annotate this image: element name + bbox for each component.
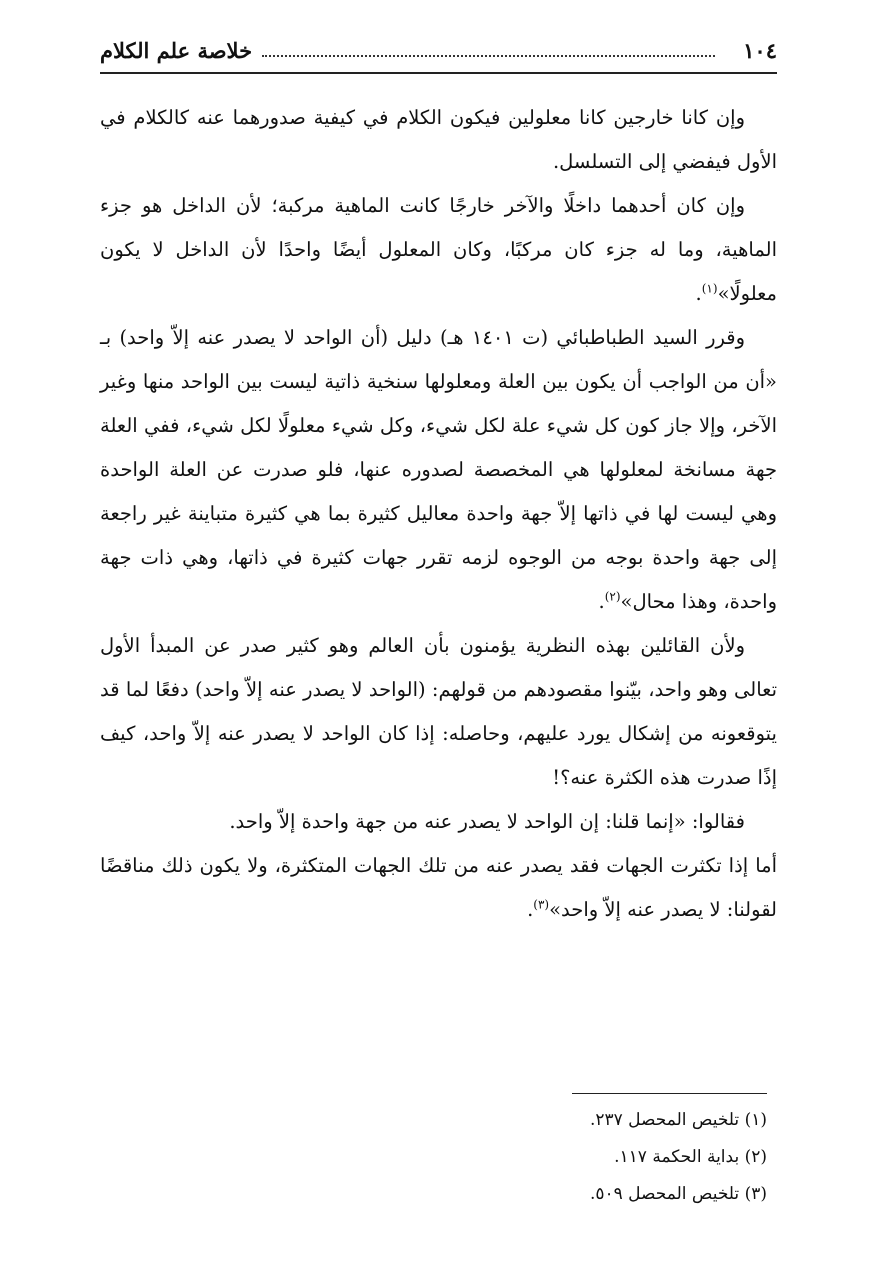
paragraph-text: ولأن القائلين بهذه النظرية يؤمنون بأن العالم وهو كثير صدر عن المبدأ الأول تعالى وهو واحد، بيّنوا مقصودهم من قولهم: (الواحد لا يصدر عنه إلاّ واحد) دفعًا لما قد يتوقعونه من إشكال يورد عليهم، وحاصله: إذا كان الواحد لا يصدر عنه إلاّ واحد، كيف إذًا صدرت هذه الكثرة عنه؟! xyxy=(100,634,777,789)
page-number: ١٠٤ xyxy=(743,37,777,63)
paragraph-text: وقرر السيد الطباطبائي (ت ١٤٠١ هـ) دليل (أن الواحد لا يصدر عنه إلاّ واحد) بـ «أن من الواجب أن يكون بين العلة ومعلولها سنخية ذاتية ليست بين الواحد منها وغير الآخر، وإلا جاز كون كل شيء علة لكل شيء، وكل شيء معلولًا لكل شيء، ففي العلة جهة مسانخة لمعلولها هي المخصصة لصدوره عنها، فلو صدرت عن العلة الواحدة وهي ليست لها في ذاتها إلاّ جهة واحدة معاليل كثيرة بما هي كثيرة متباينة غير راجعة إلى جهة واحدة بوجه من الوجوه لزمه تقرر جهات كثيرة في ذاتها، وهي ذات جهة واحدة، وهذا محال» xyxy=(100,326,777,613)
running-header xyxy=(100,28,777,74)
footnote-ref-1[interactable]: (١) xyxy=(701,281,718,296)
footnote-ref-2[interactable]: (٢) xyxy=(604,589,621,604)
book-title: خلاصة علم الكلام xyxy=(100,37,253,63)
footnote-separator xyxy=(572,1093,767,1094)
paragraph-1 xyxy=(100,96,777,184)
paragraph-text: فقالوا: «إنما قلنا: إن الواحد لا يصدر عنه من جهة واحدة إلاّ واحد. xyxy=(229,810,745,833)
paragraph-4 xyxy=(100,624,777,800)
paragraph-text: أما إذا تكثرت الجهات فقد يصدر عنه من تلك الجهات المتكثرة، ولا يكون ذلك مناقضًا لقولنا: لا يصدر عنه إلاّ واحد» xyxy=(100,854,777,921)
footnote-1: (١) تلخيص المحصل ٢٣٧. xyxy=(589,1110,767,1130)
paragraph-end-mark: . xyxy=(598,590,605,613)
paragraph-6 xyxy=(100,844,777,932)
footnote-ref-3[interactable]: (٣) xyxy=(533,897,550,912)
paragraph-text: وإن كانا خارجين كانا معلولين فيكون الكلام في كيفية صدورهما عنه كالكلام في الأول فيفضي إلى التسلسل. xyxy=(100,106,777,173)
header-dot-leader xyxy=(262,55,715,57)
footnote-2: (٢) بداية الحكمة ١١٧. xyxy=(614,1147,767,1167)
paragraph-text: وإن كان أحدهما داخلًا والآخر خارجًا كانت الماهية مركبة؛ لأن الداخل هو جزء الماهية، وما له جزء كان مركبًا، وكان المعلول أيضًا واحدًا لأن الداخل لا يكون معلولًا» xyxy=(100,194,777,305)
paragraph-2 xyxy=(100,184,777,316)
footnote-3: (٣) تلخيص المحصل ٥٠٩. xyxy=(589,1184,767,1204)
paragraph-3 xyxy=(100,316,777,624)
paragraph-5 xyxy=(100,800,777,844)
body-text xyxy=(100,96,777,932)
footnotes xyxy=(100,1102,767,1213)
paragraph-end-mark: . xyxy=(527,898,534,921)
paragraph-end-mark: . xyxy=(695,282,702,305)
